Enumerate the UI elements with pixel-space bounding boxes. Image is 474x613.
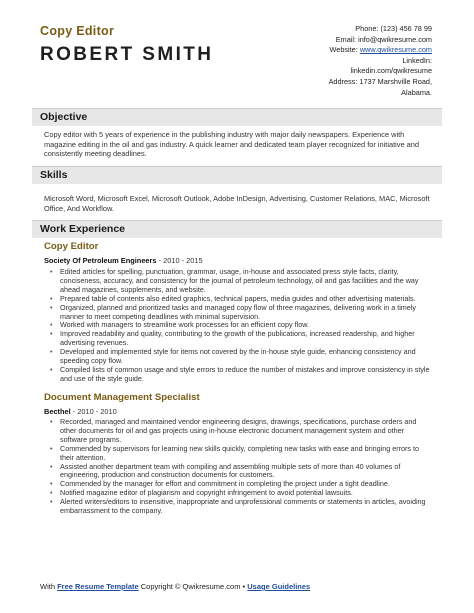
company-name-2: Becthel [44, 407, 71, 416]
job-dates-1: - 2010 - 2015 [156, 256, 203, 265]
free-resume-template-link[interactable]: Free Resume Template [57, 582, 139, 591]
linkedin-label-line [232, 56, 432, 67]
footer-text-1: With [40, 582, 58, 591]
employer-line-2 [44, 407, 117, 416]
list-item: • Notified magazine editor of plagiarism and copyright infringement to avoid potential lawsuits. [44, 489, 432, 498]
phone-label: Phone: [355, 24, 379, 33]
list-item: • Organized, planned and prioritized tasks and managed copy flow of three magazines, delivering work in a timely manner to meet competing deadlines with minimal supervision. [44, 304, 432, 322]
job-2-bullet-list [44, 418, 432, 516]
objective-text: Copy editor with 5 years of experience in the publishing industry with major daily newspapers. Experience with magazine editing in the oil and gas industry. A quick learner and dedicated team player recognized for initiative and consistently meeting deadlines. [44, 130, 419, 159]
list-item: • Developed and implemented style for items not covered by the in-house style guide, enhancing consistency and speeding copy flow. [44, 348, 432, 366]
job-1-bullet-list [44, 268, 432, 384]
contact-block [232, 24, 432, 98]
company-name-1: Society Of Petroleum Engineers [44, 256, 157, 265]
footer-text-2: Copyright © Qwikresume.com • [138, 582, 248, 591]
skills-text: Microsoft Word, Microsoft Excel, Microsoft Outlook, Adobe InDesign, Advertising, Customer Relations, MAC, Microsoft Office, And Workflow. [44, 194, 430, 213]
list-item: • Compiled lists of common usage and style errors to reduce the number of mistakes and improve consistency in style and use of the style guide. [44, 366, 432, 384]
list-item: • Edited articles for spelling, punctuation, grammar, usage, in-house and associated press style facts, clarity, conciseness, accuracy, and consistency for the journal of petroleum technology, oil and gas facilities and the way ahead magazines, supplements, and website. [44, 268, 432, 295]
phone-line [232, 24, 432, 35]
list-item: • Assisted another department team with compiling and assembling multiple sets of more than 40 volumes of engineering, production and construction documents for customers. [44, 463, 432, 481]
resume-header [40, 24, 432, 102]
skills-section-heading [32, 166, 442, 184]
list-item: • Worked with managers to streamline work processes for an efficient copy flow. [44, 321, 432, 330]
job-title-2: Document Management Specialist [44, 392, 200, 403]
resume-footer [40, 582, 440, 592]
website-line [232, 45, 432, 56]
employer-line-1 [44, 256, 203, 265]
list-item: • Improved readability and quality, contributing to the growth of the publications, increased readership, and higher advertising revenues. [44, 330, 432, 348]
experience-section-heading [32, 220, 442, 238]
experience-heading-text: Work Experience [40, 223, 126, 235]
email-value: info@qwikresume.com [358, 34, 432, 44]
candidate-name: ROBERT SMITH [40, 44, 214, 65]
list-item: • Recorded, managed and maintained vendor engineering designs, drawings, specifications, purchase orders and other documents for oil and gas projects using in-house electronic document management system and other software programs. [44, 418, 432, 445]
list-item: • Prepared table of contents also edited graphics, technical papers, media guides and other advertising materials. [44, 295, 432, 304]
address-line1: 1737 Marshville Road, [359, 76, 432, 86]
job-title: Copy Editor [40, 24, 115, 38]
address-line [232, 77, 432, 88]
linkedin-label: LinkedIn: [402, 55, 432, 65]
linkedin-value: linkedin.com/qwikresume [350, 66, 432, 76]
skills-heading-text: Skills [40, 169, 68, 181]
phone-value: (123) 456 78 99 [380, 24, 432, 33]
objective-section-heading [32, 108, 442, 126]
linkedin-value-line [232, 66, 432, 77]
objective-heading-text: Objective [40, 111, 88, 123]
address-line-2 [232, 88, 432, 99]
email-line [232, 35, 432, 46]
address-line2: Alabama. [401, 87, 432, 97]
address-label: Address: [328, 76, 358, 86]
job-title-1: Copy Editor [44, 241, 99, 252]
website-label: Website: [329, 45, 358, 55]
list-item: • Alerted writers/editors to insensitive, inappropriate and unprofessional comments or statements in articles, avoiding embarrassment to the company. [44, 498, 432, 516]
list-item: • Commended by supervisors for learning new skills quickly, completing new tasks with ease and bringing errors to their attention. [44, 445, 432, 463]
job-dates-2: - 2010 - 2010 [70, 407, 117, 416]
usage-guidelines-link[interactable]: Usage Guidelines [247, 582, 311, 591]
email-label: Email: [335, 34, 357, 44]
list-item: • Commended by the manager for effort and commitment in completing the project under a tight deadline. [44, 480, 432, 489]
website-link[interactable]: www.qwikresume.com [359, 45, 432, 55]
